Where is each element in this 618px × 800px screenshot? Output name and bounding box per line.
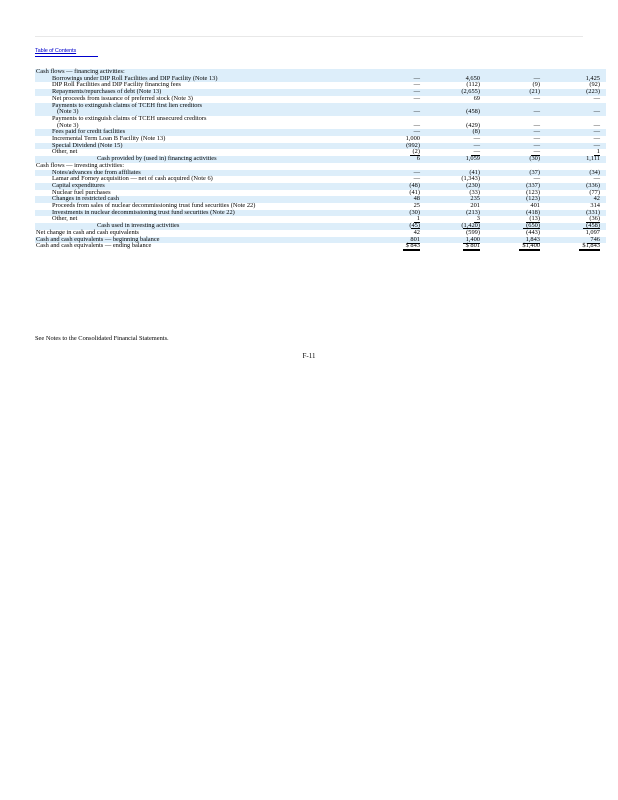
row-label: Payments to extinguish claims of TCEH first lien creditors: [35, 103, 366, 110]
value-text: —: [473, 135, 480, 143]
value-text: —: [593, 121, 600, 129]
value-text: —: [413, 94, 420, 102]
footnote: See Notes to the Consolidated Financial Statements.: [35, 335, 169, 342]
row-value: [550, 243, 606, 250]
value-text: (213): [466, 208, 480, 216]
table-row: [35, 103, 606, 110]
row-value: [370, 109, 426, 116]
value-text: —: [533, 175, 540, 183]
row-label: Cash provided by (used in) financing activities: [35, 156, 366, 163]
row-label: Other, net: [52, 148, 78, 156]
row-label: Cash and cash equivalents — ending balance: [36, 242, 152, 250]
value-text: (650): [526, 222, 540, 230]
value-text: —: [413, 74, 420, 82]
value-text: —: [413, 168, 420, 176]
row-label: Special Dividend (Note 15): [35, 143, 366, 150]
table-row: [35, 183, 606, 190]
value-text: (41): [409, 188, 420, 196]
value-text: —: [473, 141, 480, 149]
row-label: Net proceeds from issuance of preferred stock (Note 3): [52, 94, 193, 102]
value-text: 3: [474, 215, 480, 223]
value-text: 201: [470, 202, 480, 210]
value-text: 1: [594, 148, 600, 156]
row-value: [490, 243, 546, 250]
value-text: (992): [406, 141, 420, 149]
value-text: (8): [472, 128, 480, 136]
value-text: 48: [413, 195, 420, 203]
value-text: (1,343): [461, 175, 480, 183]
value-text: (92): [589, 81, 600, 89]
value-text: (34): [589, 168, 600, 176]
value-text: —: [593, 108, 600, 116]
value-text: 801: [407, 236, 420, 244]
value-text: (1,420): [461, 222, 480, 230]
value-text: (2,655): [461, 88, 480, 96]
value-text: 1: [414, 215, 420, 223]
value-text: 314: [590, 202, 600, 210]
value-text: 401: [530, 202, 540, 210]
value-text: —: [593, 94, 600, 102]
value-text: —: [413, 81, 420, 89]
table-row: [35, 116, 606, 123]
value-text: —: [593, 135, 600, 143]
value-text: (223): [586, 88, 600, 96]
value-text: —: [593, 141, 600, 149]
row-label: Borrowings under DIP Roll Facilities and DIP Facility (Note 13): [35, 76, 366, 83]
row-value: [430, 243, 486, 250]
row-label: Net change in cash and cash equivalents: [36, 228, 139, 236]
value-text: (123): [526, 188, 540, 196]
value-text: —: [413, 175, 420, 183]
row-label: Cash and cash equivalents — beginning balance: [35, 237, 366, 244]
row-label: Changes in restricted cash: [35, 196, 366, 203]
row-label: DIP Roll Facilities and DIP Facility financing fees: [52, 81, 181, 89]
row-label: Capital expenditures: [35, 183, 366, 190]
value-text: (443): [523, 228, 540, 236]
value-text: (337): [526, 181, 540, 189]
value-text: —: [413, 88, 420, 96]
row-label: (Note 3): [35, 109, 366, 116]
value-text: (9): [532, 81, 540, 89]
row-label: Cash flows — investing activities:: [36, 161, 125, 169]
value-text: (48): [409, 181, 420, 189]
value-text: —: [533, 74, 540, 82]
row-value: [490, 156, 546, 163]
value-text: (33): [469, 188, 480, 196]
row-value: [430, 109, 486, 116]
value-text: 746: [587, 236, 600, 244]
table-row: [35, 176, 606, 183]
value-text: (2): [410, 148, 420, 156]
value-text: —: [413, 121, 420, 129]
value-text: (336): [586, 181, 600, 189]
row-label: Notes/advances due from affiliates: [35, 170, 366, 177]
value-text: —: [533, 135, 540, 143]
table-row: [35, 243, 606, 250]
value-text: (418): [526, 208, 540, 216]
value-text: (37): [529, 168, 540, 176]
value-text: (21): [529, 88, 540, 96]
value-text: (230): [466, 181, 480, 189]
value-text: —: [533, 108, 540, 116]
row-label: Other, net: [52, 215, 78, 223]
value-text: 6: [416, 155, 420, 163]
row-label: Cash flows — financing activities:: [35, 69, 366, 76]
row-value: [490, 109, 546, 116]
row-label: Incremental Term Loan B Facility (Note 13): [52, 135, 166, 143]
value-text: (429): [466, 121, 480, 129]
row-label: Proceeds from sales of nuclear decommissioning trust fund securities (Note 22): [52, 202, 256, 210]
value-text: 69: [473, 94, 480, 102]
value-text: —: [531, 148, 540, 156]
value-text: (30): [529, 155, 540, 163]
table-row: [35, 143, 606, 150]
value-text: (13): [526, 215, 540, 223]
table-row: [35, 210, 606, 217]
value-text: —: [533, 128, 540, 136]
value-text: (458): [466, 108, 480, 116]
value-text: 1,059: [465, 155, 480, 163]
header-rule: [35, 36, 583, 37]
value-text: 1,425: [585, 74, 600, 82]
row-value: [550, 156, 606, 163]
row-label: Investments in nuclear decommissioning trust fund securities (Note 22): [35, 210, 366, 217]
row-label: Nuclear fuel purchases: [52, 188, 111, 196]
value-text: (45): [409, 222, 420, 230]
row-value: [550, 96, 606, 103]
cash-flow-table-body: [35, 69, 606, 250]
value-text: 1,111: [586, 155, 600, 163]
value-text: —: [593, 175, 600, 183]
row-value: [490, 96, 546, 103]
value-text: $1,843: [579, 242, 600, 251]
table-row: [35, 190, 606, 197]
value-text: (36): [586, 215, 600, 223]
value-text: —: [471, 148, 480, 156]
value-text: (123): [526, 195, 540, 203]
row-label: Fees paid for credit facilities: [35, 129, 366, 136]
value-text: —: [413, 128, 420, 136]
row-value: [550, 109, 606, 116]
value-text: (331): [586, 208, 600, 216]
value-text: —: [533, 94, 540, 102]
row-value: [370, 156, 426, 163]
value-text: —: [413, 108, 420, 116]
value-text: —: [593, 128, 600, 136]
table-of-contents-link[interactable]: Table of Contents: [35, 48, 77, 54]
row-label: Lamar and Forney acquisition — net of cash acquired (Note 6): [52, 175, 213, 183]
row-label: Payments to extinguish claims of TCEH unsecured creditors: [52, 114, 207, 122]
value-text: —: [533, 121, 540, 129]
value-text: —: [533, 141, 540, 149]
page-number: F-11: [302, 352, 316, 360]
row-label: (Note 3): [57, 121, 79, 129]
value-text: (112): [466, 81, 480, 89]
value-text: 1,097: [583, 228, 600, 236]
value-text: $1,400: [519, 242, 540, 251]
value-text: (458): [586, 222, 600, 230]
row-label: Repayments/repurchases of debt (Note 13): [35, 89, 366, 96]
value-text: 235: [470, 195, 480, 203]
value-text: 1,000: [405, 135, 420, 143]
value-text: (41): [469, 168, 480, 176]
value-text: 42: [593, 195, 600, 203]
row-value: [430, 156, 486, 163]
value-text: (30): [409, 208, 420, 216]
value-text: 25: [413, 202, 420, 210]
row-label: Cash used in investing activities: [35, 223, 366, 230]
row-value: [370, 96, 426, 103]
value-text: 42: [411, 228, 420, 236]
toc-underline: [35, 56, 98, 57]
row-value: [370, 243, 426, 250]
row-value: [430, 96, 486, 103]
value-text: 1,400: [463, 236, 480, 244]
value-text: 1,843: [523, 236, 540, 244]
value-text: (77): [589, 188, 600, 196]
value-text: (599): [463, 228, 480, 236]
value-text: $ 843: [403, 242, 420, 251]
value-text: $ 801: [463, 242, 480, 251]
cash-flow-table: [35, 69, 606, 250]
value-text: 4,650: [465, 74, 480, 82]
